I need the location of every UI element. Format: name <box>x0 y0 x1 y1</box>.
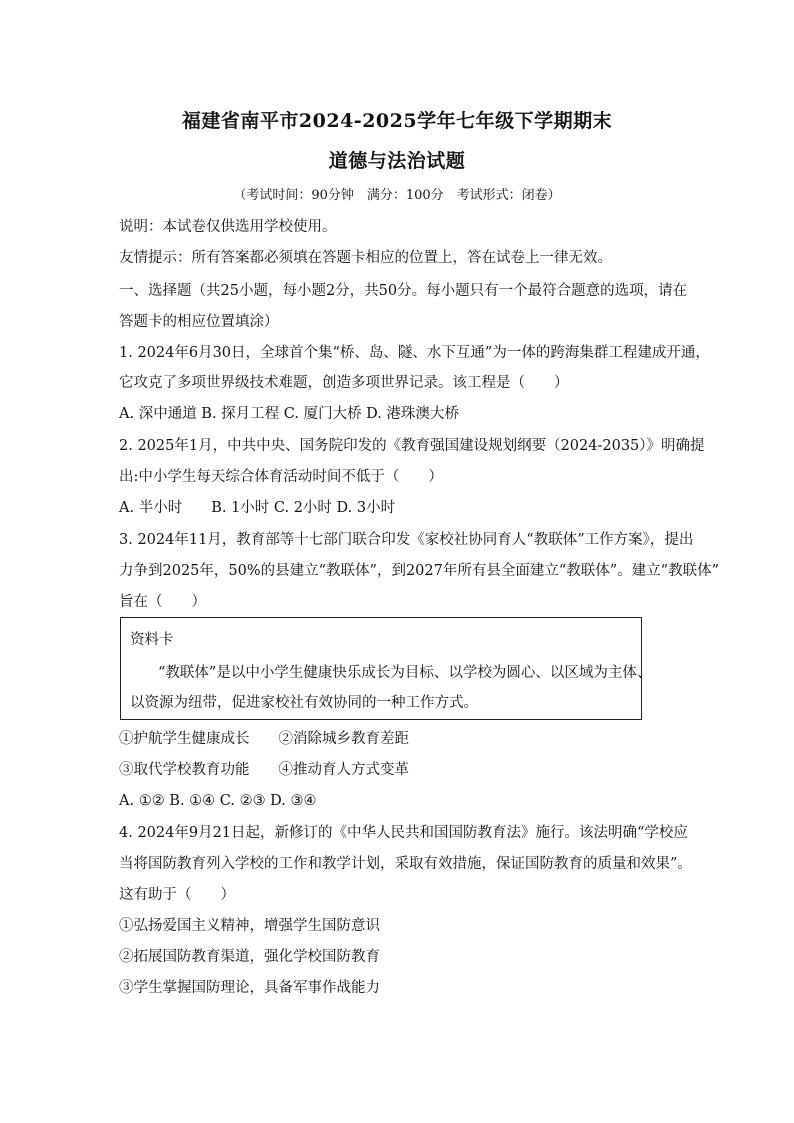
question-4-line-1: 4. 2024年9月21日起，新修订的《中华人民共和国国防教育法》施行。该法明确“学校应 <box>119 825 688 841</box>
question-2-line-2: 出:中小学生每天综合体育活动时间不低于（ ） <box>119 469 443 485</box>
question-2-options: A. 半小时 B. 1小时 C. 2小时 D. 3小时 <box>119 500 396 516</box>
question-4-statement-3: ③学生掌握国防理论，具备军事作战能力 <box>119 980 380 996</box>
question-2-line-1: 2. 2025年1月，中共中央、国务院印发的《教育强国建设规划纲要（2024-2035）》明确提 <box>119 438 705 454</box>
info-card-heading: 资料卡 <box>130 632 174 648</box>
question-4-line-3: 这有助于（ ） <box>119 887 235 903</box>
question-3-statements-1: ①护航学生健康成长 ②消除城乡教育差距 <box>119 731 409 747</box>
info-card-text-1: “教联体”是以中小学生健康快乐成长为目标、以学校为圆心、以区域为主体、 <box>158 665 652 681</box>
question-3-options: A. ①② B. ①④ C. ②③ D. ③④ <box>119 793 317 809</box>
section-heading: 一、选择题（共25小题，每小题2分，共50分。每小题只有一个最符合题意的选项，请在 <box>119 283 688 299</box>
question-4-statement-2: ②拓展国防教育渠道，强化学校国防教育 <box>119 949 380 965</box>
question-1-line-2: 它攻克了多项世界级技术难题，创造多项世界记录。该工程是（ ） <box>119 375 569 391</box>
info-card <box>120 617 652 720</box>
section-heading-cont: 答题卡的相应位置填涂） <box>119 314 279 330</box>
question-4-statement-1: ①弘扬爱国主义精神，增强学生国防意识 <box>119 918 380 934</box>
question-3-statements-2: ③取代学校教育功能 ④推动育人方式变革 <box>119 762 409 778</box>
question-1-options: A. 深中通道 B. 探月工程 C. 厦门大桥 D. 港珠澳大桥 <box>119 406 460 422</box>
info-card-text-2: 以资源为纽带，促进家校社有效协同的一种工作方式。 <box>130 695 478 711</box>
exam-title: 福建省南平市2024-2025学年七年级下学期期末 <box>181 110 613 132</box>
question-4-line-2: 当将国防教育列入学校的工作和教学计划，采取有效措施，保证国防教育的质量和效果”。 <box>119 856 692 872</box>
question-1-line-1: 1. 2024年6月30日，全球首个集“桥、岛、隧、水下互通”为一体的跨海集群工程建成开通， <box>119 345 710 361</box>
question-3-line-2: 力争到2025年，50%的县建立“教联体”，到2027年所有县全面建立“教联体”。建立“教联体” <box>119 563 720 579</box>
exam-subtitle: 道德与法治试题 <box>328 150 466 172</box>
note-tip: 友情提示：所有答案都必须填在答题卡相应的位置上，答在试卷上一律无效。 <box>119 250 612 266</box>
question-3-line-3: 旨在（ ） <box>119 594 206 610</box>
exam-info: （考试时间：90分钟 满分：100分 考试形式：闭卷） <box>233 188 561 203</box>
note-usage: 说明：本试卷仅供选用学校使用。 <box>119 219 337 235</box>
question-3-line-1: 3. 2024年11月，教育部等十七部门联合印发《家校社协同育人“教联体”工作方案》，提出 <box>119 532 694 548</box>
